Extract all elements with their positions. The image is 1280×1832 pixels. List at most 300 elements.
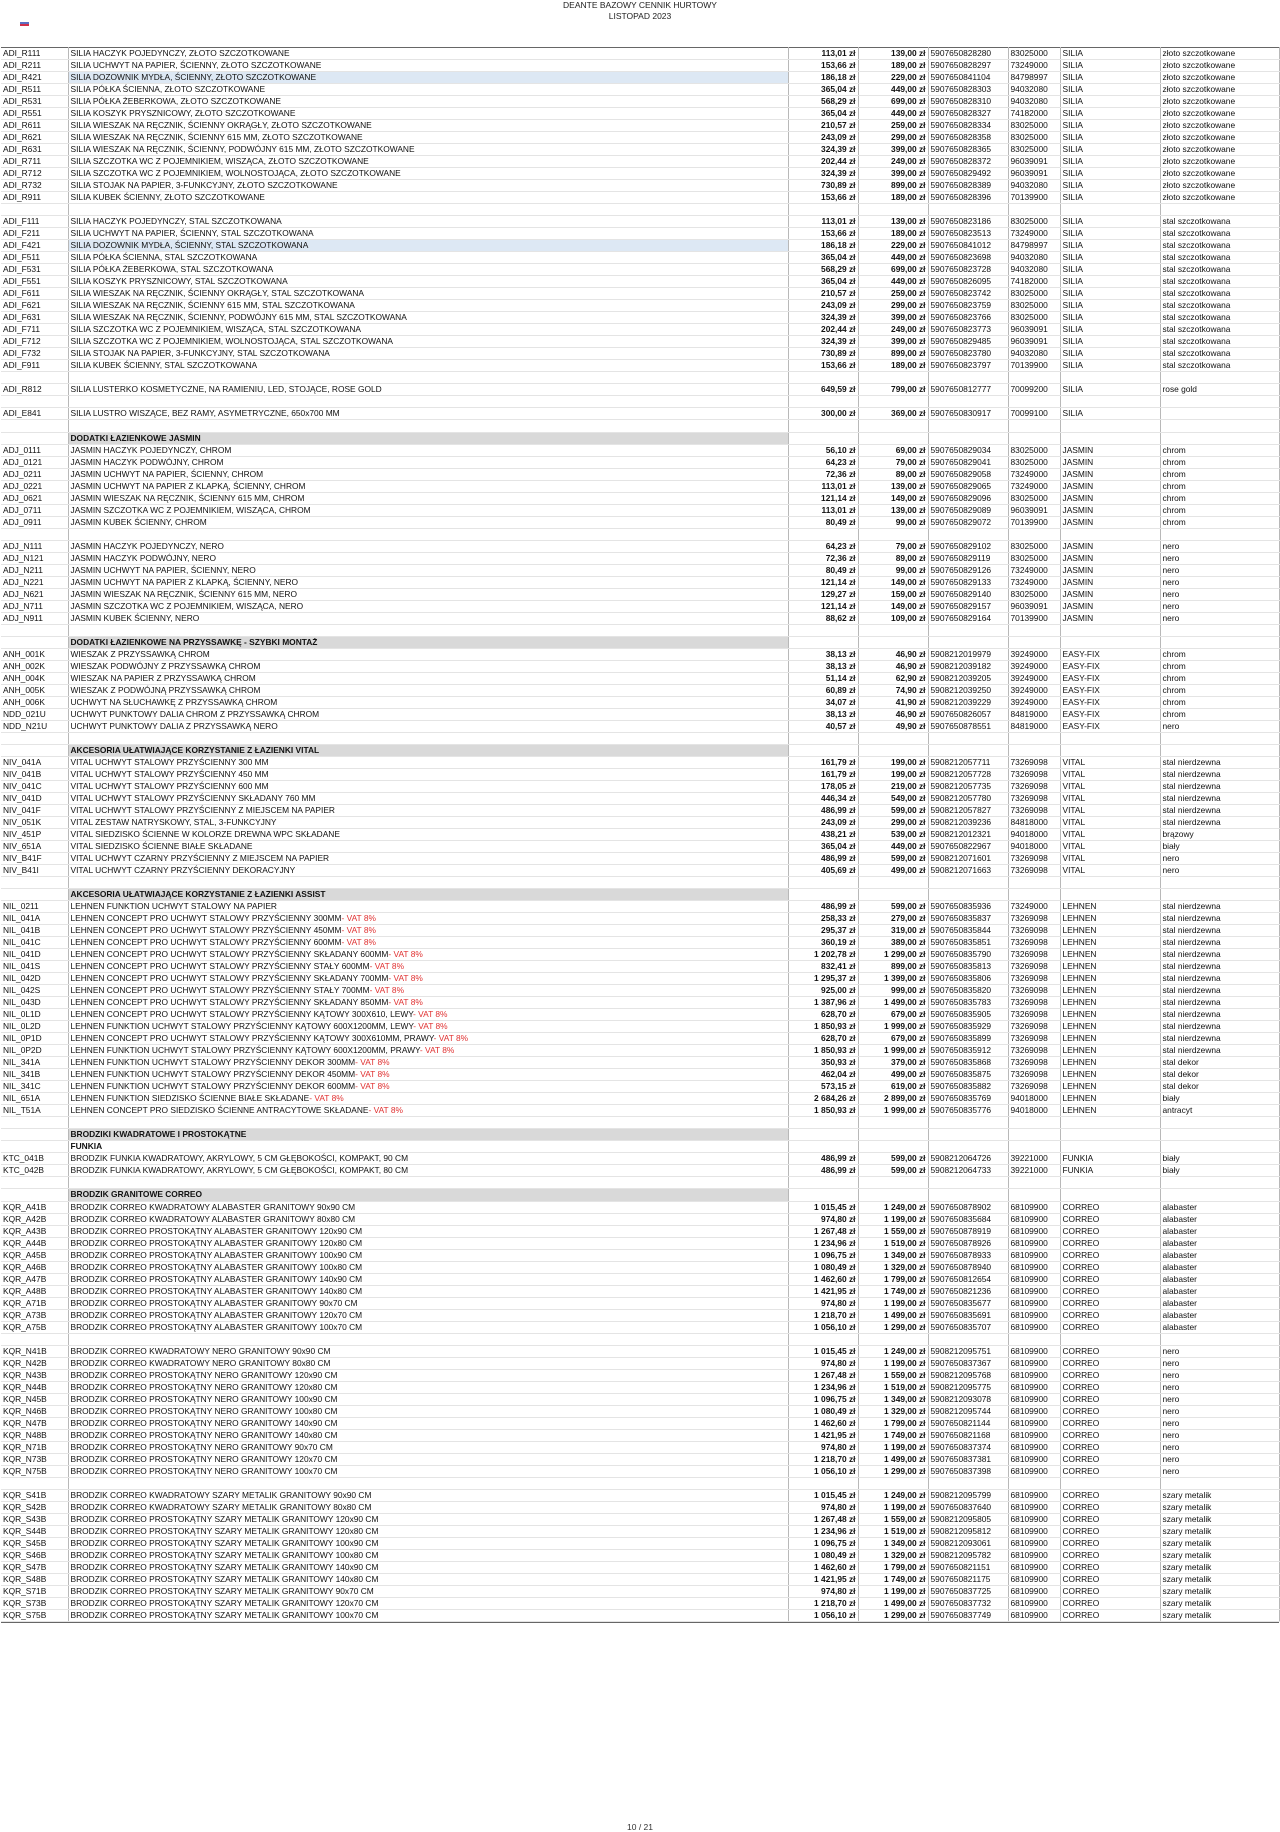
series-name-text: VITAL [1062,756,1086,767]
product-name-text: BRODZIK CORREO PROSTOKĄTNY SZARY METALIK GRANITOWY 100x90 CM [70,1537,379,1548]
finish-text: alabaster [1162,1213,1197,1224]
finish-text: stal szczotkowana [1162,276,1231,287]
ean-code [928,216,1008,228]
product-name [68,1513,788,1525]
net-price-text: 1 218,70 zł [814,1598,856,1609]
series-name-text: CORREO [1062,1297,1100,1308]
spacer-row [1,877,1279,889]
finish [1160,180,1279,192]
net-price [788,672,858,684]
series-name-text: SILIA [1062,144,1083,155]
product-name-text: VITAL UCHWYT STALOWY PRZYŚCIENNY Z MIEJSCEM NA PAPIER [70,804,335,815]
product-name-text: SILIA PÓŁKA ŻEBERKOWA, ZŁOTO SZCZOTKOWANE [70,96,282,107]
table-row [1,1021,1279,1033]
series-name [1060,84,1160,96]
table-row [1,96,1279,108]
net-price-text: 438,21 zł [821,829,856,840]
product-name-text: BRODZIK CORREO KWADRATOWY ALABASTER GRANITOWY 90x90 CM [70,1201,356,1212]
ean-code [928,1573,1008,1585]
series-name [1060,660,1160,672]
net-price [788,949,858,961]
finish-text: stal dekor [1162,1057,1199,1068]
net-price [788,1057,858,1069]
cn-code-text: 73249000 [1010,564,1048,575]
ean-code-text: 5907650821175 [930,1573,991,1584]
finish [1160,1525,1279,1537]
product-name [68,108,788,120]
finish [1160,84,1279,96]
product-name [68,1009,788,1021]
cn-code-text: 84798997 [1010,72,1048,83]
series-name-text: LEHNEN [1062,973,1097,984]
series-name-text: SILIA [1062,288,1083,299]
series-name-text: SILIA [1062,408,1083,419]
cn-code [1008,1489,1060,1501]
gross-price-text: 1 499,00 zł [884,1598,926,1609]
net-price-text: 1 218,70 zł [814,1309,856,1320]
ean-code [928,1441,1008,1453]
product-name-text: LEHNEN CONCEPT PRO UCHWYT STALOWY PRZYŚCIENNY KĄTOWY 300X610MM, PRAWY [70,1033,434,1044]
series-name-text: SILIA [1062,156,1083,167]
finish [1160,660,1279,672]
empty-cell [858,624,928,636]
table-row [1,72,1279,84]
cn-code-text: 94032080 [1010,252,1048,263]
finish [1160,1009,1279,1021]
product-code-text: ADJ_N711 [3,600,43,611]
cn-code [1008,1081,1060,1093]
cn-code-text: 73269098 [1010,1021,1048,1032]
product-name-text: JASMIN UCHWYT NA PAPIER, ŚCIENNY, CHROM [70,468,264,479]
gross-price-text: 449,00 zł [891,841,926,852]
table-row [1,1009,1279,1021]
product-name [68,1405,788,1417]
ean-code-text: 5908212095775 [930,1381,992,1392]
finish [1160,108,1279,120]
product-name [68,720,788,732]
ean-code-text: 5907650823186 [930,216,992,227]
table-row [1,720,1279,732]
spacer-row [1,528,1279,540]
net-price [788,1369,858,1381]
empty-cell [1,732,68,744]
series-name-text: SILIA [1062,228,1083,239]
net-price-text: 486,99 zł [821,804,856,815]
ean-code-text: 5907650829058 [930,468,992,479]
product-name [68,1201,788,1213]
net-price-text: 446,34 zł [821,792,856,803]
empty-cell [1,889,68,901]
cn-code [1008,1021,1060,1033]
cn-code [1008,672,1060,684]
product-name [68,96,788,108]
finish-text: nero [1162,1441,1180,1452]
finish-text: chrom [1162,516,1186,527]
series-name [1060,1489,1160,1501]
finish [1160,1381,1279,1393]
empty-cell [858,889,928,901]
finish-text: stal nierdzewna [1162,804,1221,815]
product-code [1,144,68,156]
series-name [1060,985,1160,997]
finish [1160,756,1279,768]
gross-price [858,1393,928,1405]
gross-price-text: 449,00 zł [891,252,926,263]
table-row [1,853,1279,865]
page-number: 10 / 21 [627,1822,653,1832]
net-price-text: 405,69 zł [821,865,856,876]
empty-cell [1,624,68,636]
empty-cell [68,396,788,408]
table-row [1,1033,1279,1045]
ean-code [928,1465,1008,1477]
ean-code [928,901,1008,913]
table-row [1,1465,1279,1477]
series-name [1060,612,1160,624]
net-price-text: 649,59 zł [821,384,856,395]
product-name-text: VITAL SIEDZISKO ŚCIENNE W KOLORZE DREWNA WPC SKŁADANE [70,829,340,840]
cn-code-text: 39221000 [1010,1165,1048,1176]
cn-code [1008,120,1060,132]
net-price [788,1045,858,1057]
product-name [68,1357,788,1369]
series-name-text: CORREO [1062,1273,1100,1284]
product-code [1,708,68,720]
gross-price [858,600,928,612]
series-name [1060,949,1160,961]
ean-code [928,1213,1008,1225]
ean-code [928,1225,1008,1237]
product-code [1,973,68,985]
empty-cell [928,1333,1008,1345]
gross-price-text: 99,00 zł [895,564,926,575]
ean-code [928,1513,1008,1525]
cn-code-text: 39221000 [1010,1153,1048,1164]
empty-cell [1060,204,1160,216]
ean-code [928,1081,1008,1093]
series-name [1060,817,1160,829]
net-price-text: 568,29 zł [821,264,856,275]
empty-cell [788,877,858,889]
cn-code-text: 73269098 [1010,997,1048,1008]
net-price-text: 34,07 zł [825,696,856,707]
ean-code [928,324,1008,336]
series-name-text: JASMIN [1062,444,1094,455]
net-price-text: 1 850,93 zł [814,1021,856,1032]
net-price [788,961,858,973]
net-price-text: 210,57 zł [821,288,856,299]
finish [1160,925,1279,937]
net-price [788,1417,858,1429]
ean-code-text: 5907650828334 [930,120,992,131]
net-price [788,720,858,732]
product-name [68,1045,788,1057]
gross-price-text: 1 799,00 zł [884,1561,926,1572]
gross-price [858,841,928,853]
product-code-text: ADJ_0221 [3,480,43,491]
series-name-text: LEHNEN [1062,949,1097,960]
cn-code-text: 73269098 [1010,1057,1048,1068]
ean-code [928,48,1008,60]
empty-cell [1160,624,1279,636]
product-name-text: SILIA SZCZOTKA WC Z POJEMNIKIEM, WOLNOSTOJĄCA, STAL SZCZOTKOWANA [70,336,393,347]
series-name [1060,360,1160,372]
product-name-text: SILIA WIESZAK NA RĘCZNIK, ŚCIENNY OKRĄGŁY, ZŁOTO SZCZOTKOWANE [70,120,372,131]
product-code-text: ADI_F711 [3,324,41,335]
series-name [1060,444,1160,456]
gross-price [858,1537,928,1549]
series-name [1060,1009,1160,1021]
net-price [788,84,858,96]
net-price [788,684,858,696]
series-name [1060,288,1160,300]
gross-price [858,228,928,240]
table-row [1,1201,1279,1213]
net-price-text: 1 267,48 zł [814,1369,856,1380]
cn-code [1008,1369,1060,1381]
net-price-text: 129,27 zł [821,588,856,599]
product-name-text: VITAL UCHWYT CZARNY PRZYŚCIENNY Z MIEJSCEM NA PAPIER [70,853,330,864]
series-name-text: VITAL [1062,792,1086,803]
finish-text: nero [1162,1405,1180,1416]
table-row [1,829,1279,841]
product-code [1,588,68,600]
ean-code-text: 5907650823742 [930,288,992,299]
cn-code [1008,588,1060,600]
cn-code-text: 68109900 [1010,1610,1048,1621]
product-code-text: ADI_E841 [3,408,42,419]
net-price [788,1225,858,1237]
table-row [1,84,1279,96]
net-price-text: 153,66 zł [821,228,856,239]
cn-code [1008,1225,1060,1237]
series-name [1060,1417,1160,1429]
finish [1160,720,1279,732]
cn-code [1008,1345,1060,1357]
cn-code [1008,96,1060,108]
cn-code [1008,1309,1060,1321]
gross-price [858,492,928,504]
series-name [1060,708,1160,720]
cn-code [1008,492,1060,504]
ean-code-text: 5907650835677 [930,1297,992,1308]
empty-cell [68,1333,788,1345]
ean-code [928,780,1008,792]
table-row [1,1501,1279,1513]
series-name [1060,1513,1160,1525]
gross-price-text: 1 249,00 zł [884,1345,926,1356]
finish [1160,1441,1279,1453]
finish [1160,792,1279,804]
cn-code [1008,276,1060,288]
product-name [68,973,788,985]
series-name [1060,1105,1160,1117]
finish-text: stal nierdzewna [1162,1021,1221,1032]
product-name [68,1586,788,1598]
cn-code [1008,1513,1060,1525]
cn-code-text: 94018000 [1010,829,1048,840]
product-code [1,240,68,252]
finish-text: stal nierdzewna [1162,1033,1221,1044]
product-name [68,1429,788,1441]
ean-code-text: 5907650841104 [930,72,991,83]
product-name [68,1225,788,1237]
table-row [1,408,1279,420]
table-row [1,1249,1279,1261]
series-name [1060,1297,1160,1309]
empty-cell [1060,528,1160,540]
gross-price-text: 679,00 zł [891,1033,926,1044]
finish [1160,1489,1279,1501]
product-code-text: KQR_S42B [3,1501,47,1512]
gross-price-text: 899,00 zł [891,180,926,191]
cn-code [1008,696,1060,708]
net-price-text: 243,09 zł [821,300,856,311]
series-name-text: CORREO [1062,1357,1100,1368]
empty-cell [1,432,68,444]
empty-cell [928,744,1008,756]
net-price [788,660,858,672]
finish-text: nero [1162,552,1180,563]
product-code [1,1237,68,1249]
gross-price-text: 599,00 zł [891,853,926,864]
empty-cell [858,420,928,432]
net-price-text: 80,49 zł [825,516,856,527]
series-name [1060,1321,1160,1333]
gross-price [858,276,928,288]
product-name [68,829,788,841]
finish [1160,696,1279,708]
series-name-text: SILIA [1062,264,1083,275]
section-title: DODATKI ŁAZIENKOWE JASMIN [68,432,788,444]
gross-price [858,1417,928,1429]
finish [1160,564,1279,576]
finish-text: alabaster [1162,1249,1197,1260]
ean-code-text: 5908212057735 [930,780,992,791]
net-price-text: 365,04 zł [821,108,856,119]
finish-text: szary metalik [1162,1525,1212,1536]
product-name [68,588,788,600]
finish-text: stal dekor [1162,1081,1199,1092]
series-name [1060,1045,1160,1057]
table-row [1,708,1279,720]
cn-code-text: 94032080 [1010,180,1048,191]
gross-price [858,1405,928,1417]
empty-cell [928,372,1008,384]
finish-text: złoto szczotkowane [1162,60,1236,71]
finish-text: stal nierdzewna [1162,756,1221,767]
net-price-text: 60,89 zł [825,684,856,695]
table-row [1,949,1279,961]
cn-code [1008,1429,1060,1441]
product-code [1,1369,68,1381]
gross-price-text: 1 999,00 zł [884,1105,926,1116]
table-row [1,252,1279,264]
cn-code-text: 68109900 [1010,1249,1048,1260]
series-name-text: EASY-FIX [1062,672,1100,683]
net-price-text: 1 267,48 zł [814,1513,856,1524]
ean-code-text: 5908212093078 [930,1393,992,1404]
gross-price-text: 1 559,00 zł [884,1513,926,1524]
product-code-text: NIL_651A [3,1093,41,1104]
net-price-text: 925,00 zł [821,985,856,996]
gross-price [858,1586,928,1598]
cn-code [1008,829,1060,841]
ean-code-text: 5907650835912 [930,1045,992,1056]
finish [1160,780,1279,792]
gross-price [858,180,928,192]
table-row [1,192,1279,204]
product-name [68,288,788,300]
series-name [1060,1081,1160,1093]
net-price [788,1525,858,1537]
product-name-text: LEHNEN FUNKTION UCHWYT STALOWY PRZYŚCIENNY KĄTOWY 600X1200MM, PRAWY [70,1045,420,1056]
ean-code [928,961,1008,973]
table-row [1,1069,1279,1081]
ean-code-text: 5907650828389 [930,180,992,191]
table-row [1,1429,1279,1441]
table-row [1,1537,1279,1549]
product-code-text: NIL_041A [3,913,41,924]
series-name-text: CORREO [1062,1525,1100,1536]
finish-text: szary metalik [1162,1573,1212,1584]
vat-note: - VAT 8% [369,961,405,972]
table-row [1,576,1279,588]
gross-price [858,240,928,252]
product-name [68,1453,788,1465]
gross-price [858,1201,928,1213]
ean-code-text: 5907650823759 [930,300,992,311]
cn-code [1008,240,1060,252]
series-name [1060,804,1160,816]
vat-note: - VAT 8% [355,1069,390,1080]
gross-price [858,1489,928,1501]
finish [1160,96,1279,108]
product-code [1,901,68,913]
finish-text: stal szczotkowana [1162,228,1231,239]
cn-code-text: 39249000 [1010,672,1048,683]
finish [1160,168,1279,180]
series-name [1060,216,1160,228]
gross-price [858,1261,928,1273]
finish [1160,1033,1279,1045]
finish [1160,1069,1279,1081]
cn-code [1008,84,1060,96]
empty-cell [1,1333,68,1345]
ean-code-text: 5907650823728 [930,264,992,275]
gross-price [858,552,928,564]
cn-code [1008,264,1060,276]
empty-cell [788,624,858,636]
ean-code-text: 5907650821236 [930,1285,992,1296]
ean-code [928,696,1008,708]
ean-code-text: 5907650835790 [930,949,992,960]
finish-text: chrom [1162,480,1186,491]
series-name-text: VITAL [1062,829,1086,840]
series-name [1060,1057,1160,1069]
net-price [788,913,858,925]
finish-text: złoto szczotkowane [1162,120,1236,131]
product-code-text: ADI_F211 [3,228,41,239]
net-price [788,324,858,336]
cn-code-text: 70139900 [1010,192,1048,203]
product-name-text: LEHNEN FUNKTION UCHWYT STALOWY NA PAPIER [70,901,277,912]
net-price [788,1153,858,1165]
product-name-text: SILIA WIESZAK NA RĘCZNIK, ŚCIENNY, PODWÓJNY 615 MM, ZŁOTO SZCZOTKOWANE [70,144,415,155]
empty-cell [68,528,788,540]
product-name [68,985,788,997]
gross-price-text: 259,00 zł [891,288,926,299]
